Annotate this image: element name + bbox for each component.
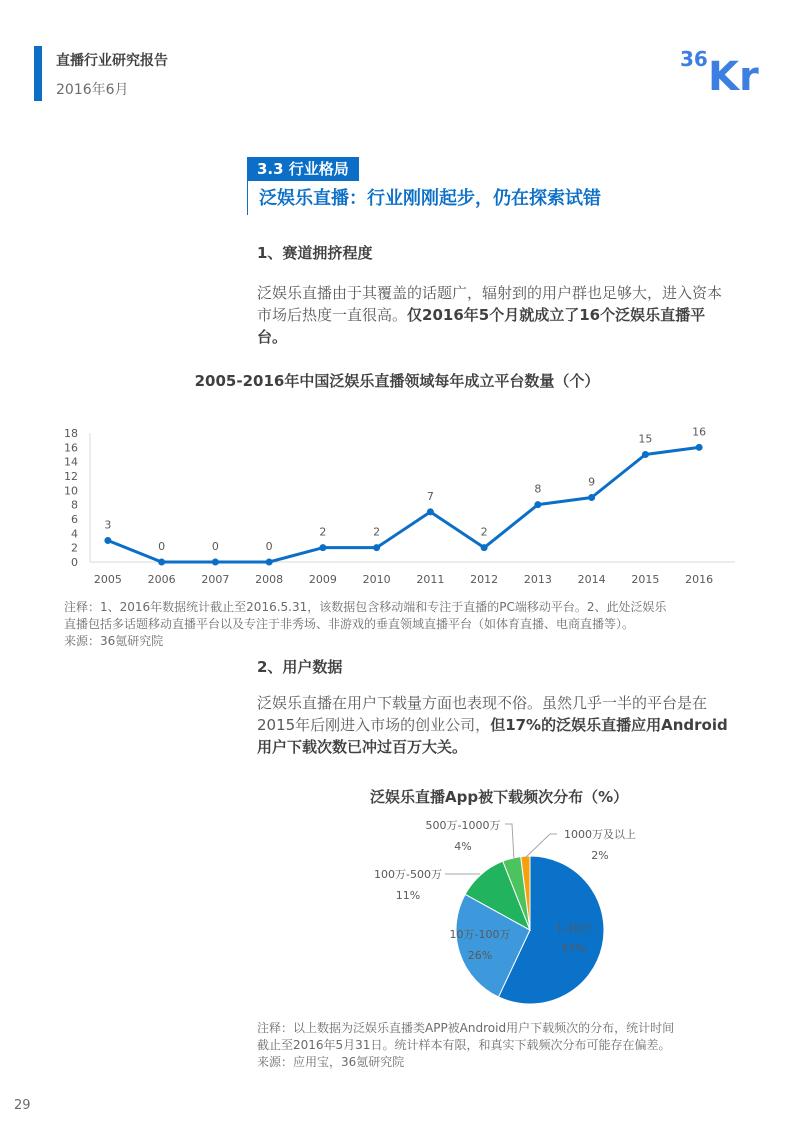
data-point <box>319 544 326 551</box>
report-date: 2016年6月 <box>56 82 129 98</box>
data-label: 0 <box>265 540 273 553</box>
y-tick-label: 6 <box>71 513 78 526</box>
data-label: 15 <box>638 432 653 446</box>
y-tick-label: 14 <box>64 455 78 469</box>
y-tick-label: 0 <box>71 556 78 569</box>
data-point <box>373 544 380 551</box>
chart2-note-source: 来源：应用宝，36氪研究院 <box>257 1055 405 1069</box>
chart2-note-line2: 截止至2016年5月31日。统计样本有限，和真实下载频次分布可能存在偏差。 <box>257 1038 671 1052</box>
pie-label: 500万-1000万 <box>425 819 501 832</box>
data-point <box>534 501 541 508</box>
y-tick-label: 12 <box>64 470 78 483</box>
pie-label: 11% <box>395 889 421 902</box>
data-label: 2 <box>373 525 381 539</box>
data-label: 2 <box>319 525 327 539</box>
x-tick-label: 2013 <box>523 573 552 586</box>
data-label: 2 <box>480 525 488 539</box>
pie-label: 4% <box>454 840 472 853</box>
pie-label: 57% <box>561 942 587 955</box>
data-point <box>266 559 273 566</box>
pie-label: 26% <box>467 949 493 962</box>
x-tick-label: 2016 <box>685 573 714 586</box>
x-tick-label: 2007 <box>201 573 230 586</box>
data-point <box>642 451 649 458</box>
data-point <box>104 537 111 544</box>
paragraph-emphasis: 仅2016年5个月就成立了16个泛娱乐直播平台。 <box>257 306 706 346</box>
x-tick-label: 2012 <box>470 573 499 586</box>
chart2-note <box>257 1020 674 1071</box>
data-point <box>481 544 488 551</box>
section-heading: 泛娱乐直播：行业刚刚起步，仍在探索试错 <box>259 188 601 209</box>
svg-text:Kr: Kr <box>708 54 759 94</box>
x-tick-label: 2010 <box>362 573 391 586</box>
section-tag: 3.3 行业格局 <box>247 157 359 181</box>
chart2-note-line1: 注释：以上数据为泛娱乐直播类APP被Android用户下载频次的分布，统计时间 <box>257 1021 675 1035</box>
data-point <box>427 508 434 515</box>
pie-label: 1000万及以上 <box>564 828 636 841</box>
data-label: 3 <box>104 518 112 532</box>
x-tick-label: 2011 <box>416 573 445 586</box>
y-tick-label: 18 <box>64 427 78 440</box>
report-title: 直播行业研究报告 <box>56 53 168 69</box>
pie-label: 1-10万 <box>556 922 592 935</box>
section-divider <box>247 181 248 215</box>
data-label: 16 <box>692 425 707 439</box>
data-point <box>158 559 165 566</box>
y-tick-label: 8 <box>71 498 78 512</box>
data-label: 0 <box>158 540 166 553</box>
y-tick-label: 16 <box>64 441 78 455</box>
pie-chart <box>350 810 670 1010</box>
data-label: 9 <box>588 475 596 489</box>
pie-label: 10万-100万 <box>449 928 511 941</box>
paragraph-user-data <box>257 692 729 758</box>
paragraph-text: 泛娱乐直播在用户下载量方面也表现不俗。虽然几乎一半的平台是在2015年后刚进入市场的创业公司， <box>257 694 708 734</box>
chart1-note-line1: 注释：1、2016年数据统计截止至2016.5.31，该数据包含移动端和专注于直播的PC端移动平台。2、此处泛娱乐 <box>64 600 667 614</box>
chart1-note-source: 来源：36氪研究院 <box>64 634 164 648</box>
page-number: 29 <box>14 1098 31 1113</box>
data-label: 7 <box>426 489 434 503</box>
36kr-logo <box>680 44 770 94</box>
pie-label: 100万-500万 <box>374 868 442 881</box>
paragraph-track-crowding <box>257 282 729 348</box>
data-point <box>212 559 219 566</box>
pie-label: 2% <box>591 849 609 862</box>
data-label: 8 <box>534 482 542 496</box>
chart1-note <box>64 599 667 650</box>
y-tick-label: 4 <box>71 527 78 541</box>
header-accent-bar <box>34 46 42 101</box>
y-tick-label: 10 <box>64 484 78 498</box>
x-tick-label: 2005 <box>93 573 122 586</box>
x-tick-label: 2014 <box>577 573 606 586</box>
pie-chart-title: 泛娱乐直播App被下载频次分布（%） <box>370 788 629 806</box>
x-tick-label: 2009 <box>308 573 337 586</box>
data-point <box>588 494 595 501</box>
data-point <box>696 444 703 451</box>
paragraph-text: 泛娱乐直播由于其覆盖的话题广，辐射到的用户群也足够大，进入资本市场后热度一直很高。 <box>257 284 723 324</box>
paragraph-emphasis: 但17%的泛娱乐直播应用Android用户下载次数已冲过百万大关。 <box>257 716 728 756</box>
svg-text:36: 36 <box>680 47 708 71</box>
y-tick-label: 2 <box>71 541 78 555</box>
line-chart <box>50 420 740 595</box>
line-series <box>108 447 699 562</box>
x-tick-label: 2015 <box>631 573 660 586</box>
chart1-note-line2: 直播包括多话题移动直播平台以及专注于非秀场、非游戏的垂直领域直播平台（如体育直播、电商直播等）。 <box>64 617 635 631</box>
subheading-track-crowding: 1、赛道拥挤程度 <box>257 244 373 262</box>
x-tick-label: 2006 <box>147 573 176 586</box>
x-tick-label: 2008 <box>255 573 284 586</box>
subheading-user-data: 2、用户数据 <box>257 658 343 676</box>
data-label: 0 <box>211 540 219 553</box>
line-chart-title: 2005-2016年中国泛娱乐直播领域每年成立平台数量（个） <box>194 372 600 390</box>
